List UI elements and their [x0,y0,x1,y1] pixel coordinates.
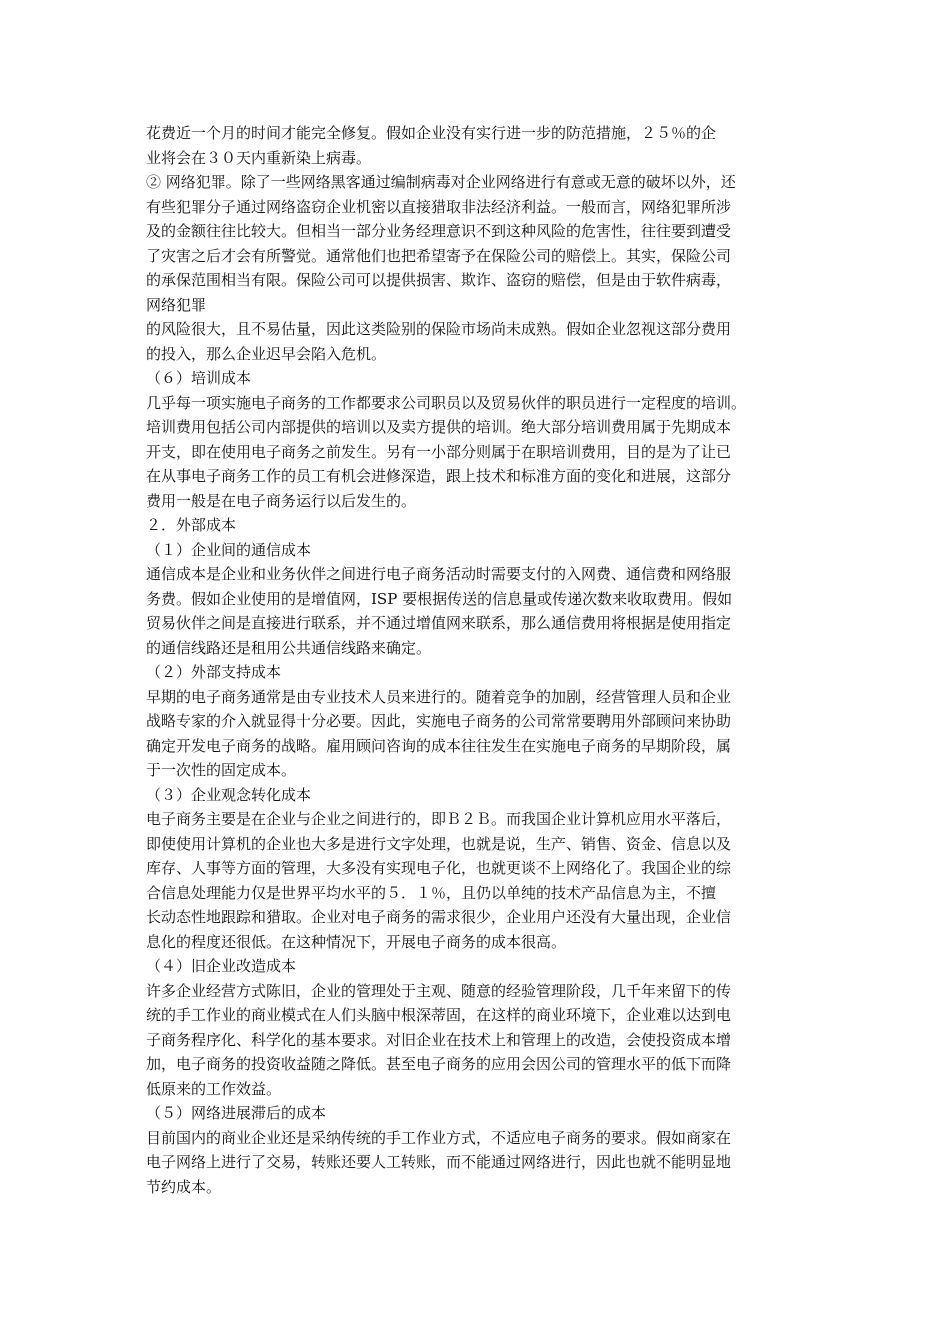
document-body [146,121,816,1199]
text-line: 即使使用计算机的企业也大多是进行文字处理，也就是说，生产、销售、资金、信息以及 [146,834,732,853]
text-line: 目前国内的商业企业还是采纳传统的手工作业方式，不适应电子商务的要求。假如商家在 [146,1128,732,1147]
text-line: 的风险很大，且不易估量，因此这类险别的保险市场尚未成熟。假如企业忽视这部分费用 [146,320,732,338]
text-line: 务费。假如企业使用的是增值网，ISP 要根据传送的信息量或传递次数来收取费用。假如 [146,589,733,608]
section-heading-external-cost: ２．外部成本 [146,516,237,534]
text-line: 通信成本是企业和业务伙伴之间进行电子商务活动时需要支付的入网费、通信费和网络服 [146,565,732,583]
section-heading-training-cost: （６）培训成本 [146,369,252,387]
text-line: 子商务程序化、科学化的基本要求。对旧企业在技术上和管理上的改造，会使投资成本增 [146,1030,732,1049]
text-line: 加，电子商务的投资收益随之降低。甚至电子商务的应用会因公司的管理水平的低下而降 [146,1055,732,1073]
text-line: 库存、人事等方面的管理，大多没有实现电子化，也就更谈不上网络化了。我国企业的综 [146,859,732,877]
text-line: 培训费用包括公司内部提供的培训以及卖方提供的培训。绝大部分培训费用属于先期成本 [146,418,732,436]
text-line: 合信息处理能力仅是世界平均水平的５．１％，且仍以单纯的技术产品信息为主，不擅 [146,883,717,902]
text-line: 开支，即在使用电子商务之前发生。另有一小部分则属于在职培训费用，目的是为了让已 [146,442,732,461]
text-line: 业将会在３０天内重新染上病毒。 [146,148,372,167]
section-heading-renovation-cost: （４）旧企业改造成本 [146,957,297,975]
text-line: 的投入，那么企业迟早会陷入危机。 [146,344,387,363]
text-line: 确定开发电子商务的战略。雇用顾问咨询的成本往往发生在实施电子商务的早期阶段，属 [146,736,732,755]
text-line: 的承保范围相当有限。保险公司可以提供损害、欺诈、盗窃的赔偿，但是由于软件病毒， [146,271,732,289]
section-heading-concept-change-cost: （３）企业观念转化成本 [146,785,312,804]
text-line: 费用一般是在电子商务运行以后发生的。 [146,491,417,510]
text-line: 长动态性地跟踪和猎取。企业对电子商务的需求很少，企业用户还没有大量出现，企业信 [146,908,732,926]
text-line: 电子网络上进行了交易，转账还要人工转账，而不能通过网络进行，因此也就不能明显地 [146,1153,732,1171]
text-line: 及的金额往往比较大。但相当一部分业务经理意识不到这种风险的危害性，往往要到遭受 [146,222,732,240]
text-line: 统的手工作业的商业模式在人们头脑中根深蒂固，在这样的商业环境下，企业难以达到电 [146,1006,732,1024]
text-line: 了灾害之后才会有所警觉。通常他们也把希望寄予在保险公司的赔偿上。其实，保险公司 [146,246,732,265]
text-line: 战略专家的介入就显得十分必要。因此，实施电子商务的公司常常要聘用外部顾问来协助 [146,712,732,730]
section-heading-network-lag-cost: （５）网络进展滞后的成本 [146,1104,327,1122]
text-line: 节约成本。 [146,1177,222,1196]
section-heading-external-support-cost: （２）外部支持成本 [146,663,282,681]
text-line: 许多企业经营方式陈旧，企业的管理处于主观、随意的经验管理阶段，几千年来留下的传 [146,981,732,1000]
text-line: 息化的程度还很低。在这种情况下，开展电子商务的成本很高。 [146,932,567,951]
text-line: 的通信线路还是租用公共通信线路来确定。 [146,638,432,657]
text-line: 在从事电子商务工作的员工有机会进修深造，跟上技术和标准方面的变化和进展，这部分 [146,467,732,485]
text-line: 网络犯罪 [146,295,207,314]
text-line: 花费近一个月的时间才能完全修复。假如企业没有实行进一步的防范措施，２５％的企 [146,124,717,142]
text-line: 于一次性的固定成本。 [146,761,297,779]
text-line: 低原来的工作效益。 [146,1079,282,1098]
text-line: 早期的电子商务通常是由专业技术人员来进行的。随着竞争的加剧，经营管理人员和企业 [146,687,732,706]
paragraph-network-crime: ② 网络犯罪。除了一些网络黑客通过编制病毒对企业网络进行有意或无意的破坏以外，还 [146,173,736,191]
text-line: 几乎每一项实施电子商务的工作都要求公司职员以及贸易伙伴的职员进行一定程度的培训。 [146,393,747,412]
text-line: 有些犯罪分子通过网络盗窃企业机密以直接猎取非法经济利益。一般而言，网络犯罪所涉 [146,197,732,216]
text-line: 电子商务主要是在企业与企业之间进行的，即Ｂ２Ｂ。而我国企业计算机应用水平落后， [146,810,732,828]
text-line: 贸易伙伴之间是直接进行联系，并不通过增值网来联系，那么通信费用将根据是使用指定 [146,614,732,632]
section-heading-communication-cost: （１）企业间的通信成本 [146,540,312,559]
